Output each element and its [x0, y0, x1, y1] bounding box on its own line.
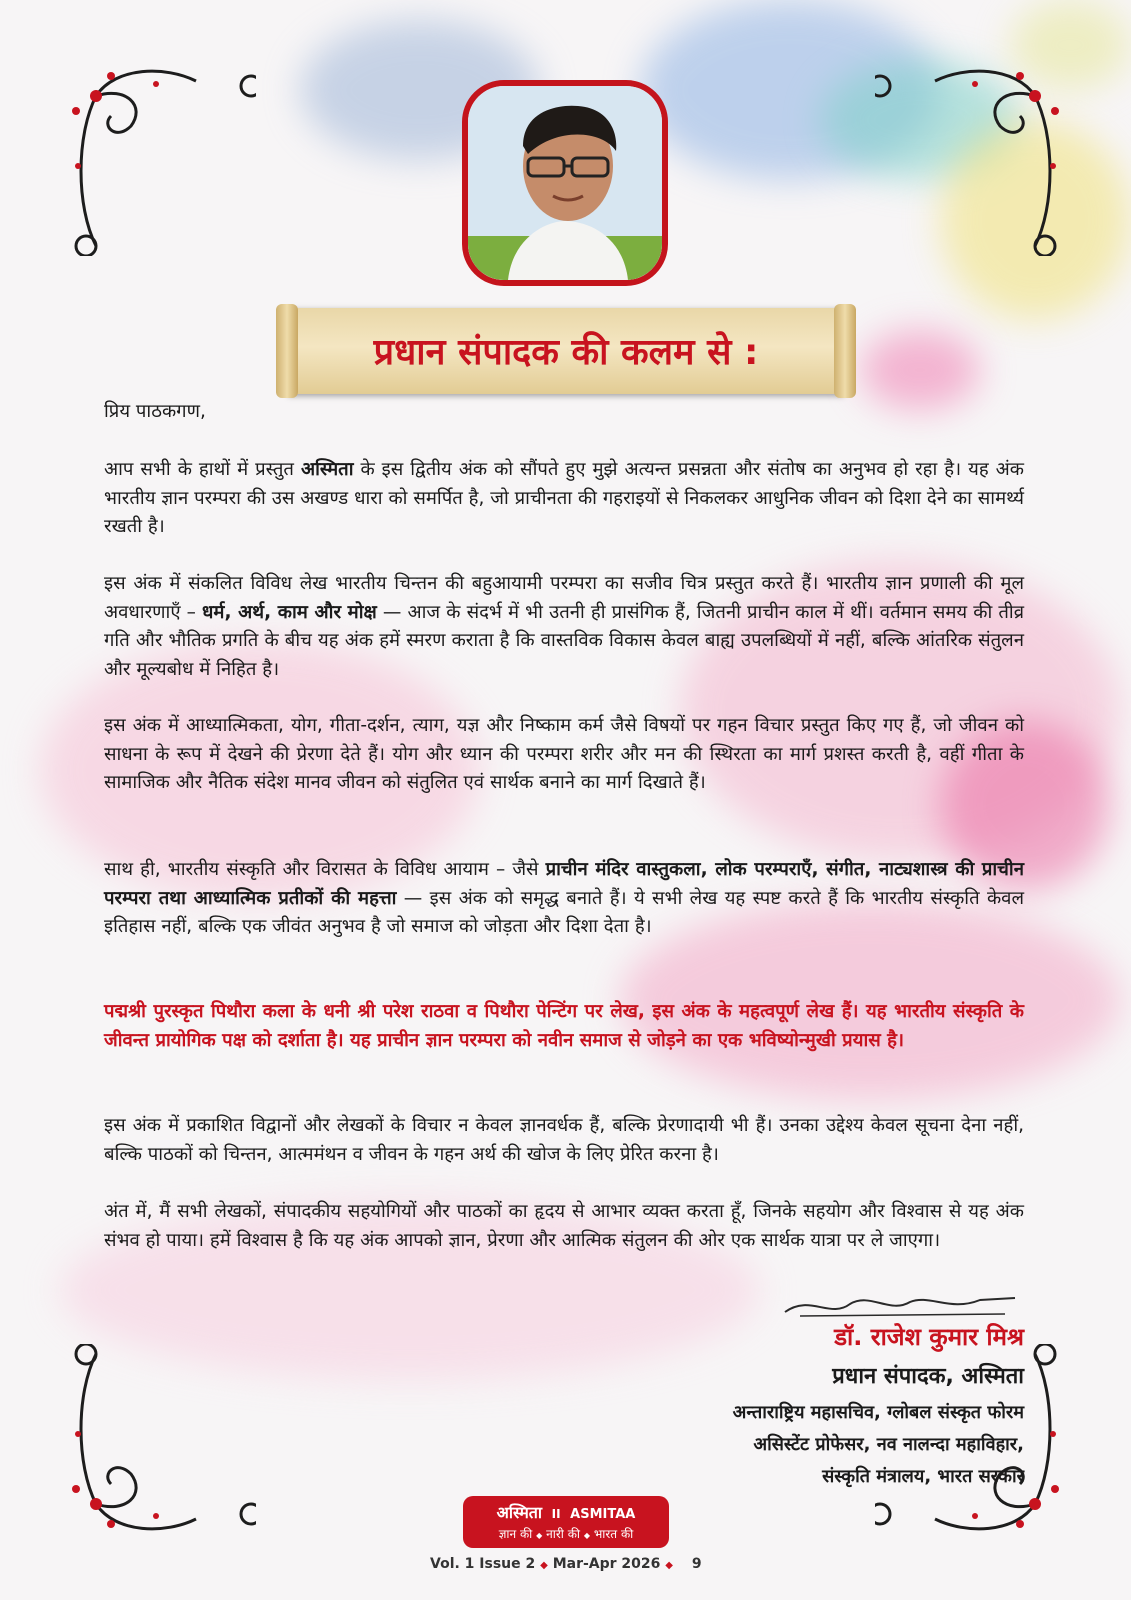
diamond-icon: ◆ — [583, 1531, 591, 1540]
paragraph-1-text-start: आप सभी के हाथों में प्रस्तुत — [104, 459, 301, 480]
paragraph-4 — [104, 856, 1024, 942]
logo-tagline-2: नारी की — [546, 1527, 581, 1541]
page-number: 9 — [691, 1556, 702, 1572]
heading-banner — [288, 308, 844, 394]
logo-title-english: ASMITAA — [570, 1507, 636, 1522]
logo-tagline-1: ज्ञान की — [498, 1527, 533, 1541]
logo-separator: II — [551, 1507, 561, 1521]
page-title: प्रधान संपादक की कलम से : — [373, 332, 759, 373]
paragraph-3: इस अंक में आध्यात्मिकता, योग, गीता-दर्शन, त्याग, यज्ञ और निष्काम कर्म जैसे विषयों पर गहन विचार प्रस्तुत किए गए हैं, जो जीवन को साधना के रूप में देखने की प्रेरणा देते हैं। योग और ध्यान की परम्परा शरीर और मन की स्थिरता का मार्ग प्रशस्त करती है, वहीं गीता के सामाजिक और नैतिक संदेश मानव जीवन को संतुलित एवं सार्थक बनाने का मार्ग दिखाते हैं। — [104, 715, 1024, 794]
editor-affiliation-2: असिस्टेंट प्रोफेसर, नव नालन्दा महाविहार, — [753, 1434, 1024, 1455]
greeting: प्रिय पाठकगण, — [104, 401, 206, 422]
magazine-name-bold: अस्मिता — [300, 459, 354, 480]
paragraph-5-highlight: पद्मश्री पुरस्कृत पिथौरा कला के धनी श्री परेश राठवा व पिथौरा पेन्टिंग पर लेख, इस अंक के महत्वपूर्ण लेख हैं। यह भारतीय संस्कृति के जीवन्त प्रायोगिक पक्ष को दर्शाता है। यह प्राचीन ज्ञान परम्परा को नवीन समाज से जोड़ने का एक भविष्योन्मुखी प्रयास है। — [104, 1001, 1024, 1051]
page-footer — [430, 1556, 702, 1572]
heritage-topics-bold: प्राचीन मंदिर वास्तुकला, लोक परम्पराएँ, संगीत, नाट्यशास्त्र की प्राचीन परम्परा तथा आध्यात्मिक प्रतीकों की महत्ता — [104, 859, 1024, 909]
editor-affiliation-3: संस्कृति मंत्रालय, भारत सरकार — [822, 1466, 1024, 1487]
magazine-logo — [463, 1496, 669, 1548]
paragraph-1 — [104, 456, 1024, 542]
diamond-icon: ◆ — [540, 1560, 548, 1571]
diamond-icon: ◆ — [536, 1531, 543, 1540]
issue-date: Mar-Apr 2026 — [552, 1556, 661, 1572]
logo-tagline-3: भारत की — [593, 1527, 634, 1541]
purusharthas-bold: धर्म, अर्थ, काम और मोक्ष — [202, 601, 377, 623]
paragraph-4-text-start: साथ ही, भारतीय संस्कृति और विरासत के विविध आयाम – जैसे — [104, 859, 546, 880]
corner-ornament-top-right — [875, 56, 1075, 256]
diamond-icon: ◆ — [665, 1560, 673, 1571]
paragraph-2-text-end: — आज के संदर्भ में भी उतनी ही प्रासंगिक हैं, जितनी प्राचीन काल में थीं। वर्तमान समय की तीव्र गति और भौतिक प्रगति के बीच यह अंक हमें स्मरण कराता है कि वास्तविक विकास केवल बाह्य उपलब्धियों में नहीं, बल्कि आंतरिक संतुलन और मूल्यबोध में निहित है। — [104, 601, 1024, 680]
editor-affiliation-1: अन्ताराष्ट्रिय महासचिव, ग्लोबल संस्कृत फोरम — [732, 1402, 1024, 1423]
paragraph-2-text-start: इस अंक में संकलित विविध लेख भारतीय चिन्तन की बहुआयामी परम्परा का सजीव चित्र प्रस्तुत करते हैं। भारतीय ज्ञान प्रणाली की मूल अवधारणाएँ – — [104, 573, 1024, 623]
corner-ornament-bottom-left — [56, 1344, 256, 1544]
paragraph-7: अंत में, मैं सभी लेखकों, संपादकीय सहयोगियों और पाठकों का हृदय से आभार व्यक्त करता हूँ, जिनके सहयोग और विश्वास से यह अंक संभव हो पाया। हमें विश्वास है कि यह अंक आपको ज्ञान, प्रेरणा और आत्मिक संतुलन की ओर एक सार्थक यात्रा पर ले जाएगा। — [104, 1201, 1024, 1251]
editor-portrait — [462, 80, 668, 286]
issue-number: Vol. 1 Issue 2 — [430, 1556, 536, 1572]
corner-ornament-top-left — [56, 56, 256, 256]
editor-name: डॉ. राजेश कुमार मिश्र — [834, 1323, 1024, 1351]
handwritten-signature — [780, 1284, 1020, 1324]
paragraph-6: इस अंक में प्रकाशित विद्वानों और लेखकों के विचार न केवल ज्ञानवर्धक हैं, बल्कि प्रेरणादायी भी हैं। उनका उद्देश्य केवल सूचना देना नहीं, बल्कि पाठकों को चिन्तन, आत्ममंथन व जीवन के गहन अर्थ की खोज के लिए प्रेरित करना है। — [104, 1115, 1024, 1165]
paragraph-4-text-end: — इस अंक को समृद्ध बनाते हैं। ये सभी लेख यह स्पष्ट करते हैं कि भारतीय संस्कृति केवल इतिहास नहीं, बल्कि एक जीवंत अनुभव है जो समाज को जोड़ता और दिशा देता है। — [104, 887, 1024, 938]
portrait-image — [468, 86, 662, 280]
paragraph-1-text-end: के इस द्वितीय अंक को सौंपते हुए मुझे अत्यन्त प्रसन्नता और संतोष का अनुभव हो रहा है। यह अंक भारतीय ज्ञान परम्परा की उस अखण्ड धारा को समर्पित है, जो प्राचीनता की गहराइयों से निकलकर आधुनिक जीवन को दिशा देने का सामर्थ्य रखती है। — [104, 459, 1025, 538]
logo-title-hindi: अस्मिता — [496, 1503, 543, 1522]
editor-role: प्रधान संपादक, अस्मिता — [832, 1364, 1024, 1389]
paragraph-2 — [104, 570, 1024, 684]
